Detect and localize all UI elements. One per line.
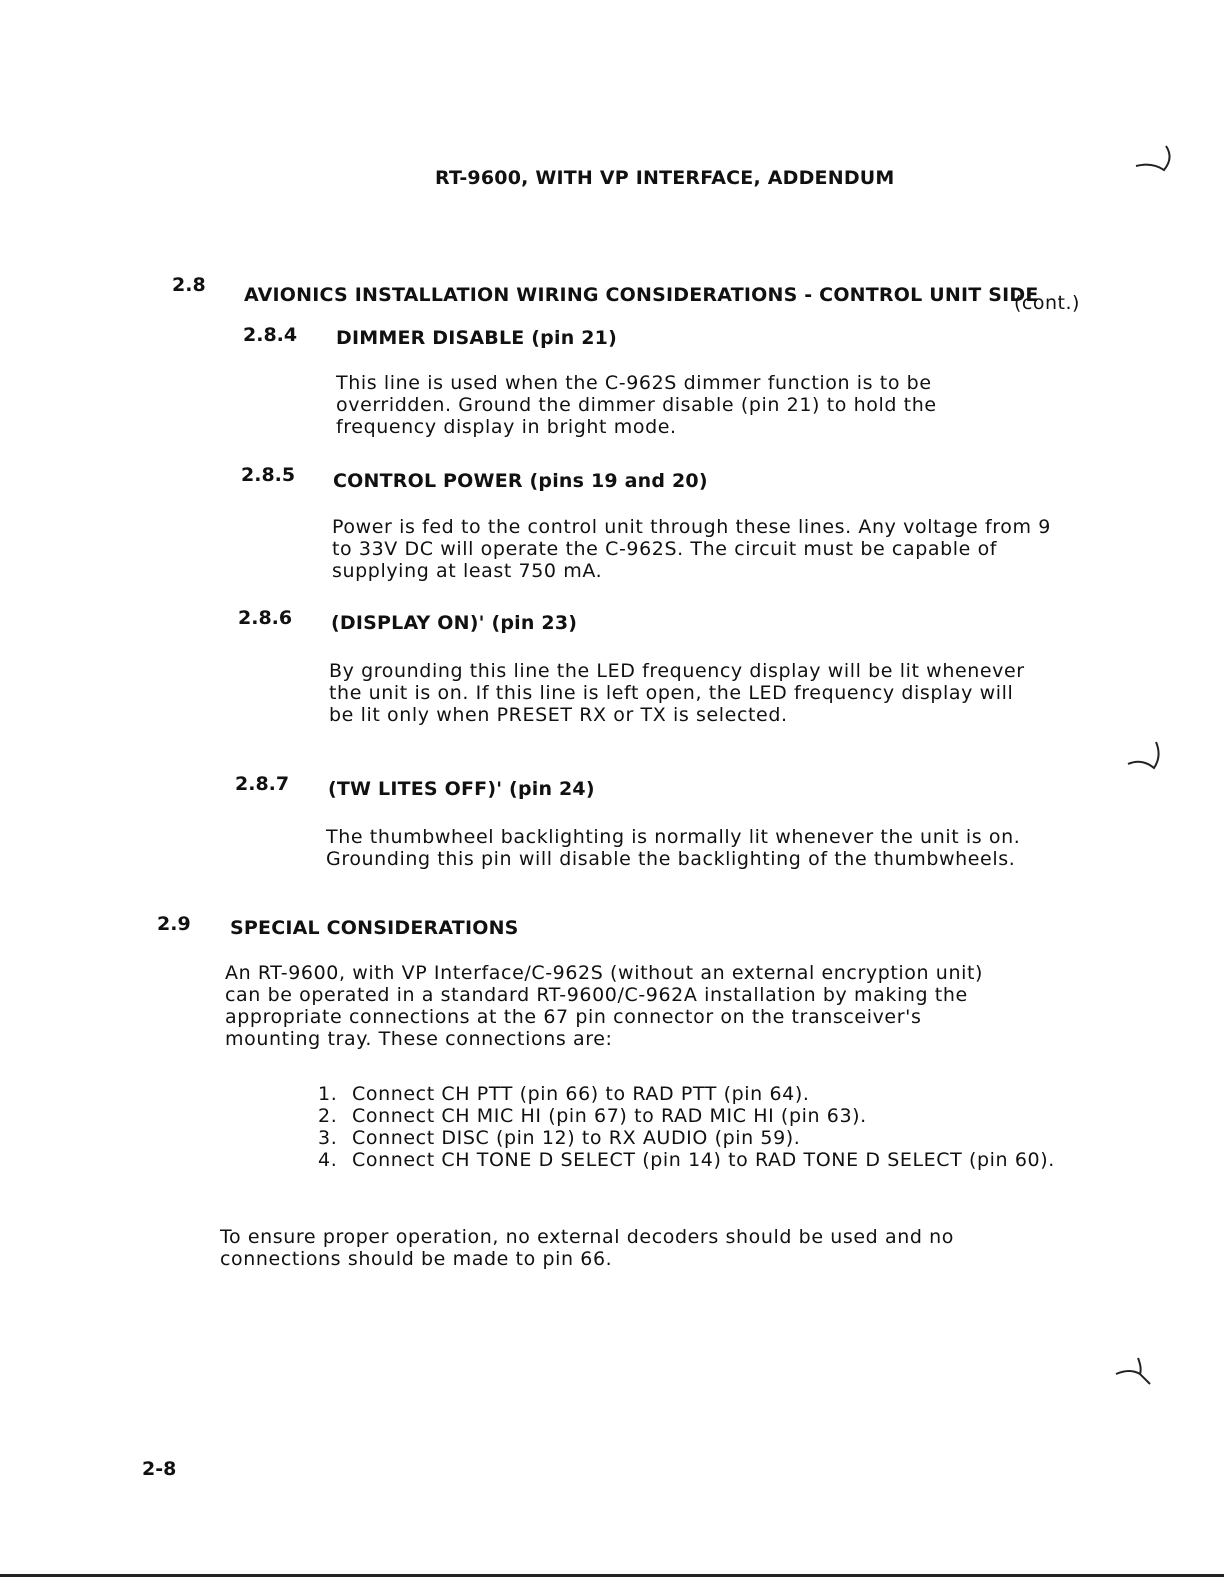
section-title: SPECIAL CONSIDERATIONS xyxy=(230,917,519,939)
closing-paragraph-block xyxy=(220,1226,1060,1270)
page-bottom-rule xyxy=(0,1574,1224,1577)
subsection-number: 2.8.7 xyxy=(235,773,290,795)
subsection-title: (DISPLAY ON)' (pin 23) xyxy=(331,612,578,634)
list-item-text: Connect CH TONE D SELECT (pin 14) to RAD TONE D SELECT (pin 60). xyxy=(352,1149,1055,1171)
subsection-paragraph: The thumbwheel backlighting is normally lit whenever the unit is on. Grounding this pin will disable the backlighting of the thumbwheels. xyxy=(326,826,1021,870)
subsection-paragraph: Power is fed to the control unit through these lines. Any voltage from 9 to 33V DC will operate the C-962S. The circuit must be capable of supplying at least 750 mA. xyxy=(332,516,1051,582)
closing-paragraph: To ensure proper operation, no external decoders should be used and no connections should be made to pin 66. xyxy=(220,1226,955,1270)
subsection-body xyxy=(336,372,1036,438)
section-number: 2.8 xyxy=(172,274,206,296)
subsection-number: 2.8.4 xyxy=(243,324,298,346)
subsection-body xyxy=(329,660,1041,726)
list-item-text: Connect CH MIC HI (pin 67) to RAD MIC HI (pin 63). xyxy=(352,1105,867,1127)
list-item-text: Connect CH PTT (pin 66) to RAD PTT (pin 64). xyxy=(352,1083,810,1105)
list-item xyxy=(318,1149,1058,1171)
list-item-text: Connect DISC (pin 12) to RX AUDIO (pin 59). xyxy=(352,1127,801,1149)
list-item-number: 2. xyxy=(318,1105,338,1127)
section-intro xyxy=(225,962,1010,1050)
list-item xyxy=(318,1083,1058,1105)
list-item xyxy=(318,1105,1058,1127)
list-item xyxy=(318,1127,1058,1149)
list-item-number: 4. xyxy=(318,1149,338,1171)
list-item-number: 1. xyxy=(318,1083,338,1105)
section-title: AVIONICS INSTALLATION WIRING CONSIDERATIONS - CONTROL UNIT SIDE xyxy=(244,284,1039,306)
binder-hole-mark-icon xyxy=(1124,738,1170,778)
section-number: 2.9 xyxy=(157,913,191,935)
binder-hole-mark-icon xyxy=(1130,140,1180,180)
page-header-title: RT-9600, WITH VP INTERFACE, ADDENDUM xyxy=(435,167,895,189)
connections-list xyxy=(318,1083,1058,1171)
subsection-number: 2.8.5 xyxy=(241,464,296,486)
subsection-title: DIMMER DISABLE (pin 21) xyxy=(336,327,617,349)
subsection-title: CONTROL POWER (pins 19 and 20) xyxy=(333,470,708,492)
page-number: 2-8 xyxy=(142,1458,177,1480)
subsection-number: 2.8.6 xyxy=(238,607,293,629)
section-cont-label: (cont.) xyxy=(1014,292,1080,314)
subsection-paragraph: This line is used when the C-962S dimmer function is to be overridden. Ground the dimmer disable (pin 21) to hold the frequency display in bright mode. xyxy=(336,372,937,438)
subsection-paragraph: By grounding this line the LED frequency display will be lit whenever the unit is on. If this line is left open, the LED frequency display will be lit only when PRESET RX or TX is selected. xyxy=(329,660,1025,726)
subsection-title: (TW LITES OFF)' (pin 24) xyxy=(328,778,595,800)
binder-hole-mark-icon xyxy=(1110,1354,1160,1390)
subsection-body xyxy=(332,516,1067,582)
section-intro-paragraph: An RT-9600, with VP Interface/C-962S (without an external encryption unit) can be operated in a standard RT-9600/C-962A installation by making the appropriate connections at the 67 pin connector on the transceiver's mounting tray. These connections are: xyxy=(225,962,984,1050)
subsection-body xyxy=(326,826,1071,870)
list-item-number: 3. xyxy=(318,1127,338,1149)
